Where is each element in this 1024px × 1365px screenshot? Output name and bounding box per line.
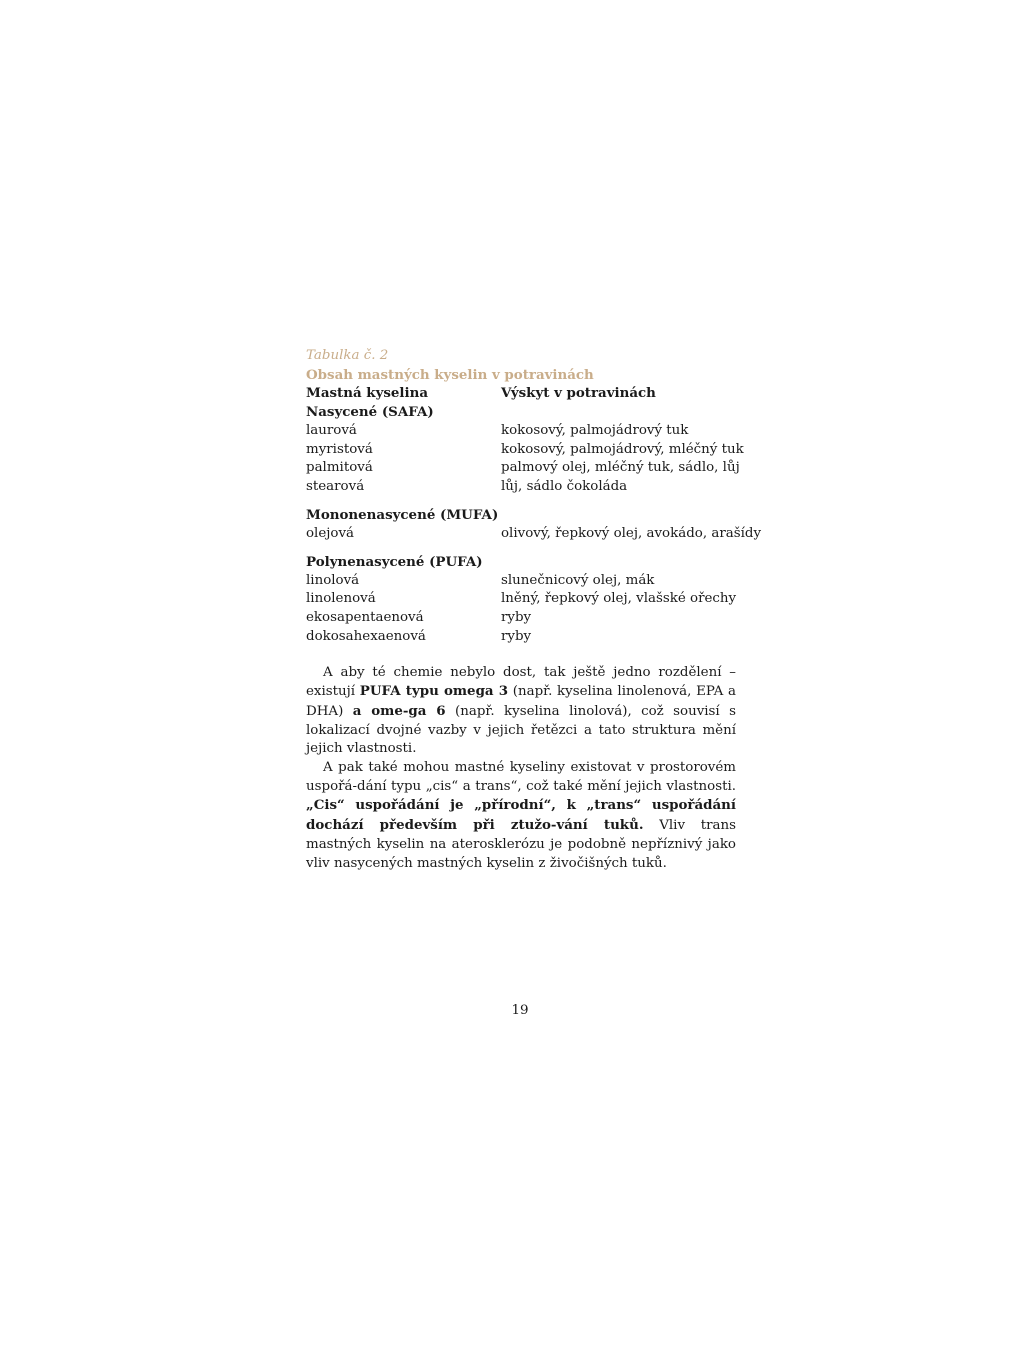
acid-cell: ekosapentaenová <box>306 610 424 626</box>
source-cell: kokosový, palmojádrový, mléčný tuk <box>501 441 744 457</box>
header-source: Výskyt v potravinách <box>501 385 656 402</box>
bold-run: „Cis“ uspořádání je „přírodní“, k „trans“ uspořádání dochází především při ztužo-vání tuků. <box>306 797 736 834</box>
table-caption-number: Tabulka č. 2 <box>306 348 389 363</box>
acid-cell: stearová <box>306 478 365 494</box>
table-row <box>306 525 762 544</box>
body-text <box>306 664 736 874</box>
paragraph-omega <box>306 664 736 760</box>
table-header <box>306 384 736 403</box>
table-row <box>306 590 736 609</box>
acid-cell: olejová <box>306 525 355 541</box>
source-cell: ryby <box>501 610 532 626</box>
source-cell: ryby <box>501 628 532 644</box>
source-cell: kokosový, palmojádrový tuk <box>501 422 689 438</box>
acid-cell: laurová <box>306 422 357 438</box>
source-cell: lněný, řepkový olej, vlašské ořechy <box>501 591 737 607</box>
acid-cell: myristová <box>306 441 373 457</box>
page-number: 19 <box>511 1003 529 1018</box>
source-cell: slunečnicový olej, mák <box>501 572 655 588</box>
group-title-mufa: Mononenasycené (MUFA) <box>306 507 499 524</box>
acid-cell: palmitová <box>306 460 373 476</box>
source-cell: palmový olej, mléčný tuk, sádlo, lůj <box>501 460 740 476</box>
table-row <box>306 609 736 628</box>
text-run: Vliv trans mastných kyselin na aterosklerózu je podobně nepříznivý jako vliv nasycených mastných kyselin z živočišných tuků. <box>306 818 737 871</box>
table-row <box>306 422 736 441</box>
page-content <box>306 347 762 873</box>
acid-cell: linolenová <box>306 591 376 607</box>
acid-cell: dokosahexaenová <box>306 628 426 644</box>
table-row <box>306 459 740 478</box>
table-row <box>306 478 736 497</box>
bold-run: a ome-ga 6 <box>352 702 446 719</box>
table-row <box>306 441 744 460</box>
paragraph-cis-trans <box>306 759 736 873</box>
text-run: (např. kyselina linolová), což souvisí s lokalizací dvojné vazby v jejich řetězci a tato struktura mění jejich vlastnosti. <box>306 703 736 757</box>
source-cell: lůj, sádlo čokoláda <box>501 478 628 494</box>
table-row <box>306 628 736 647</box>
text-run: (např. kyselina linolenová, EPA a DHA) <box>306 684 736 719</box>
bold-run: PUFA typu omega 3 <box>359 683 509 700</box>
header-acid: Mastná kyselina <box>306 385 428 402</box>
text-run: A pak také mohou mastné kyseliny existovat v prostorovém uspořá-dání typu „cis“ a trans“, což také mění jejich vlastnosti. <box>306 760 736 794</box>
source-cell: olivový, řepkový olej, avokádo, arašídy <box>501 525 762 541</box>
table-caption-title: Obsah mastných kyselin v potravinách <box>306 366 594 383</box>
group-title-safa: Nasycené (SAFA) <box>306 404 434 421</box>
text-run: A aby té chemie nebylo dost, tak ještě jedno rozdělení – existují <box>306 664 736 700</box>
group-title-pufa: Polynenasycené (PUFA) <box>306 554 483 571</box>
acid-cell: linolová <box>306 572 360 588</box>
table-row <box>306 572 736 591</box>
